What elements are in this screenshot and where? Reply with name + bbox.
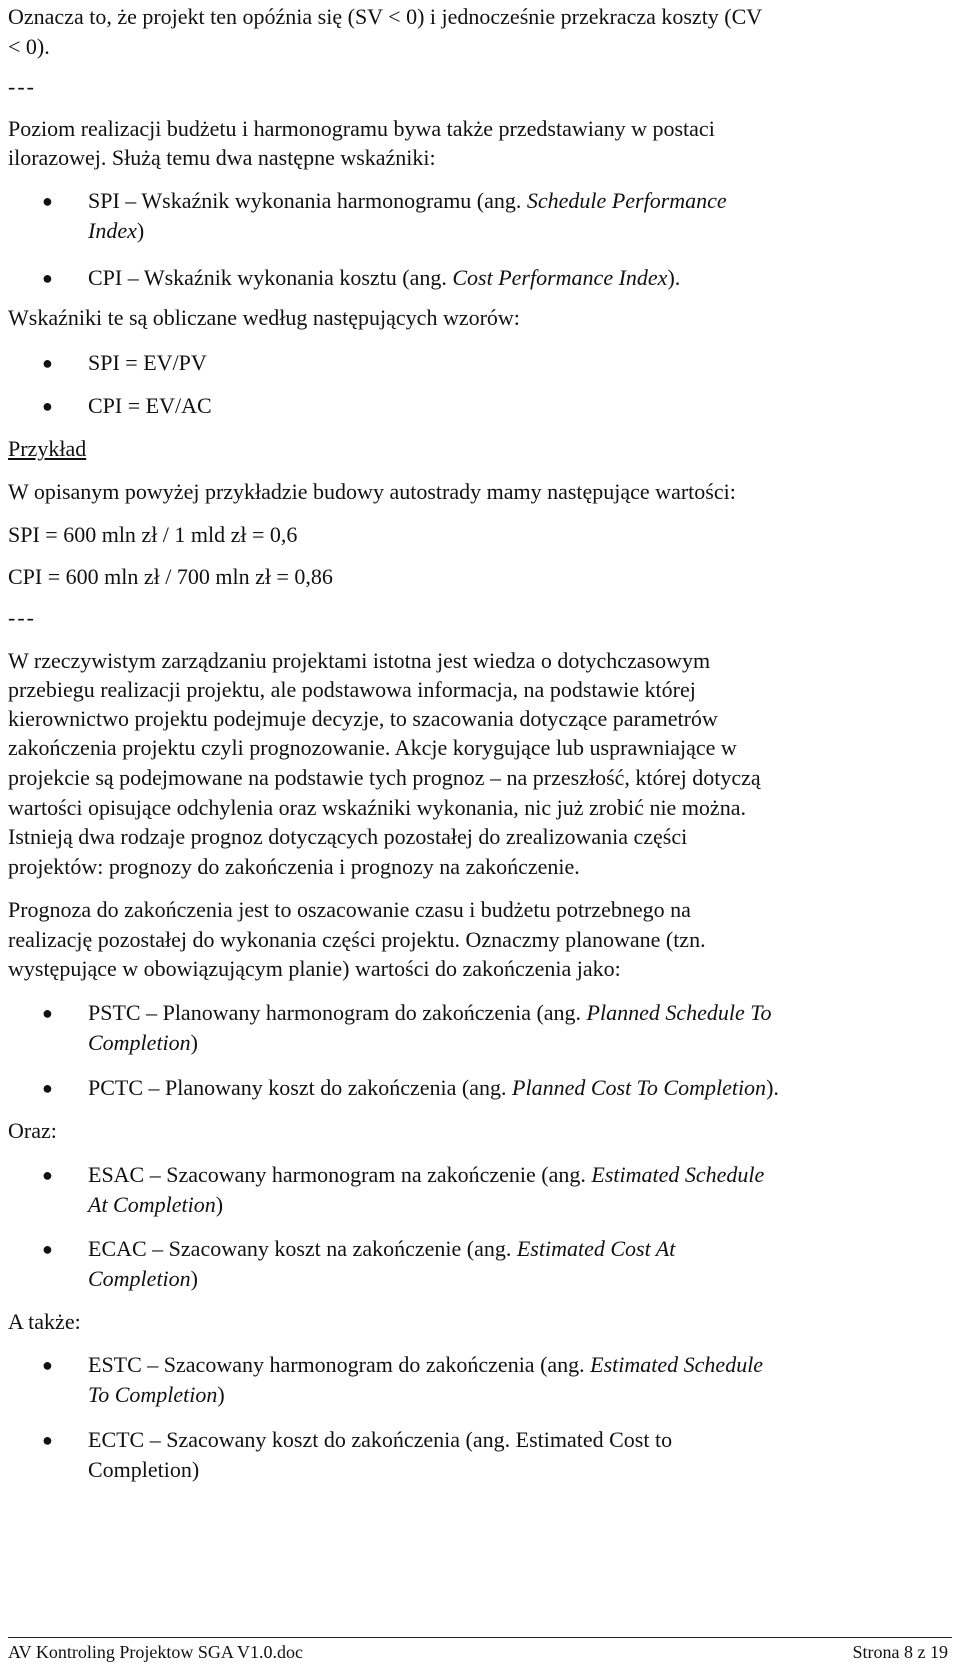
list-item-ectc: ECTC – Szacowany koszt do zakończenia (ang. Estimated Cost to (88, 1427, 673, 1452)
text-line: zakończenia projektu czyli prognozowanie. Akcje korygujące lub usprawniające w (8, 735, 737, 760)
formula-cpi: CPI = EV/AC (88, 393, 212, 418)
bullet-icon: ● (42, 1239, 53, 1259)
list-item-spi-cont: Index) (88, 218, 145, 243)
list-item-pstc: PSTC – Planowany harmonogram do zakończenia (ang. Planned Schedule To (88, 1000, 772, 1025)
list-item-estc: ESTC – Szacowany harmonogram do zakończenia (ang. Estimated Schedule (88, 1352, 764, 1377)
formula-spi: SPI = EV/PV (88, 350, 207, 375)
text-line: ilorazowej. Służą temu dwa następne wskaźniki: (8, 145, 436, 170)
bullet-icon: ● (42, 268, 53, 288)
list-item-cpi: CPI – Wskaźnik wykonania kosztu (ang. Cost Performance Index). (88, 265, 681, 290)
text-line: Oznacza to, że projekt ten opóźnia się (SV < 0) i jednocześnie przekracza koszty (CV (8, 4, 763, 29)
text-line: W opisanym powyżej przykładzie budowy autostrady mamy następujące wartości: (8, 479, 736, 504)
list-item-spi: SPI – Wskaźnik wykonania harmonogramu (ang. Schedule Performance (88, 188, 727, 213)
list-item-esac: ESAC – Szacowany harmonogram na zakończenie (ang. Estimated Schedule (88, 1162, 765, 1187)
text-line: wartości opisujące odchylenia oraz wskaźniki wykonania, nic już zrobić nie można. (8, 795, 746, 820)
list-item-ecac-cont: Completion) (88, 1266, 198, 1291)
text-line: przebiegu realizacji projektu, ale podstawowa informacja, na podstawie której (8, 677, 696, 702)
bullet-icon: ● (42, 353, 53, 373)
separator: --- (8, 605, 36, 630)
list-item-esac-cont: At Completion) (88, 1192, 224, 1217)
footer-page-number: Strona 8 z 19 (852, 1642, 948, 1662)
text-line: < 0). (8, 34, 50, 59)
list-item-pstc-cont: Completion) (88, 1030, 198, 1055)
text-line: CPI = 600 mln zł / 700 mln zł = 0,86 (8, 564, 333, 589)
example-heading: Przykład (8, 436, 87, 461)
separator: --- (8, 74, 36, 99)
bullet-icon: ● (42, 396, 53, 416)
text-line: projektów: prognozy do zakończenia i prognozy na zakończenie. (8, 854, 580, 879)
text-line: kierownictwo projektu podejmuje decyzje, to szacowania dotyczące parametrów (8, 706, 718, 731)
text-line: projekcie są podejmowane na podstawie tych prognoz – na przeszłość, której dotyczą (8, 765, 761, 790)
text-line: W rzeczywistym zarządzaniu projektami istotna jest wiedza o dotychczasowym (8, 648, 711, 673)
text-line: A także: (8, 1309, 81, 1334)
text-line: Wskaźniki te są obliczane według następujących wzorów: (8, 305, 520, 330)
list-item-ectc-cont: Completion) (88, 1457, 200, 1482)
bullet-icon: ● (42, 1078, 53, 1098)
bullet-icon: ● (42, 1355, 53, 1375)
text-line: Oraz: (8, 1118, 57, 1143)
list-item-estc-cont: To Completion) (88, 1382, 225, 1407)
list-item-ecac: ECAC – Szacowany koszt na zakończenie (ang. Estimated Cost At (88, 1236, 676, 1261)
text-line: SPI = 600 mln zł / 1 mld zł = 0,6 (8, 522, 298, 547)
bullet-icon: ● (42, 191, 53, 211)
footer-filename: AV Kontroling Projektow SGA V1.0.doc (8, 1642, 304, 1662)
list-item-pctc: PCTC – Planowany koszt do zakończenia (ang. Planned Cost To Completion). (88, 1075, 779, 1100)
text-line: występujące w obowiązującym planie) wartości do zakończenia jako: (8, 956, 621, 981)
text-line: Prognoza do zakończenia jest to oszacowanie czasu i budżetu potrzebnego na (8, 897, 691, 922)
bullet-icon: ● (42, 1003, 53, 1023)
text-line: Istnieją dwa rodzaje prognoz dotyczących pozostałej do zrealizowania części (8, 824, 688, 849)
bullet-icon: ● (42, 1165, 53, 1185)
bullet-icon: ● (42, 1430, 53, 1450)
text-line: Poziom realizacji budżetu i harmonogramu bywa także przedstawiany w postaci (8, 116, 715, 141)
text-line: realizację pozostałej do wykonania części projektu. Oznaczmy planowane (tzn. (8, 927, 706, 952)
footer-rule (8, 1637, 952, 1638)
